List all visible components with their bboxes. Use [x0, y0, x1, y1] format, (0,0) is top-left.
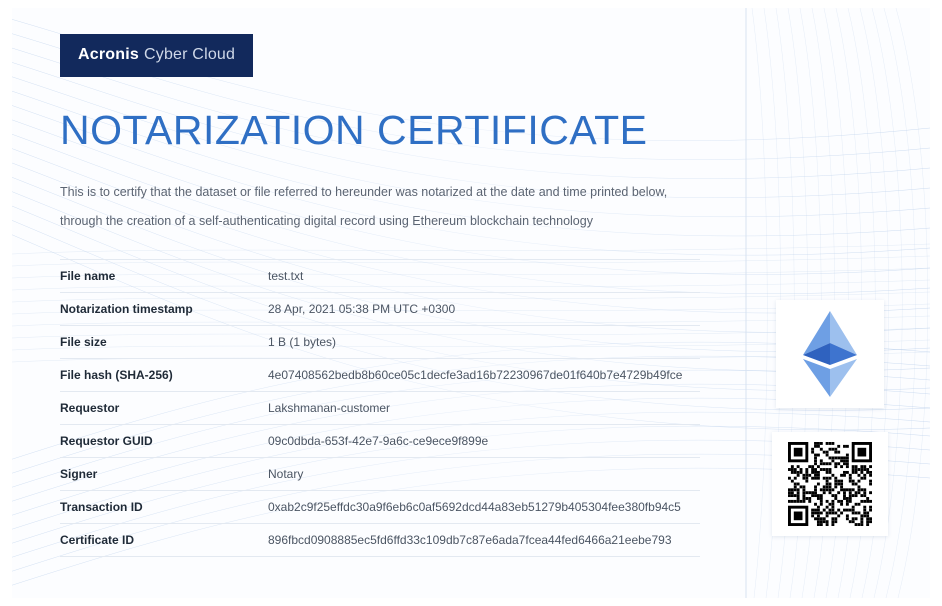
detail-label: File name	[60, 259, 268, 292]
detail-label: File size	[60, 325, 268, 358]
detail-value: Lakshmanan-customer	[268, 391, 700, 424]
acronis-cyber-cloud-logo	[60, 34, 253, 77]
detail-label: Certificate ID	[60, 523, 268, 556]
detail-value: 09c0dbda-653f-42e7-9a6c-ce9ece9f899e	[268, 424, 700, 457]
detail-label: Transaction ID	[60, 490, 268, 523]
detail-value: 4e07408562bedb8b60ce05c1decfe3ad16b72230967de01f640b7e4729b49fce	[268, 358, 700, 391]
table-row	[60, 358, 700, 391]
detail-value: 896fbcd0908885ec5fd6ffd33c109db7c87e6ada7fcea44fed6466a21eebe793	[268, 523, 700, 556]
detail-value: Notary	[268, 457, 700, 490]
ethereum-logo-card	[776, 300, 884, 408]
page-title: NOTARIZATION CERTIFICATE	[60, 107, 648, 153]
description-line-1: This is to certify that the dataset or file referred to hereunder was notarized at the date and time printed below,	[60, 185, 668, 200]
detail-value: 1 B (1 bytes)	[268, 325, 700, 358]
detail-label: Requestor	[60, 391, 268, 424]
qr-code-icon	[788, 442, 872, 526]
logo-brand-text: Acronis	[78, 46, 139, 63]
description-line-2: through the creation of a self-authenticating digital record using Ethereum blockchain technology	[60, 214, 593, 229]
table-row	[60, 457, 700, 490]
table-row	[60, 490, 700, 523]
certificate-sheet	[12, 8, 930, 598]
table-row	[60, 424, 700, 457]
table-row	[60, 391, 700, 424]
table-row	[60, 259, 700, 292]
ethereum-logo-icon	[802, 311, 858, 397]
table-row	[60, 325, 700, 358]
detail-label: Signer	[60, 457, 268, 490]
detail-label: File hash (SHA-256)	[60, 358, 268, 391]
table-row	[60, 292, 700, 325]
detail-value: test.txt	[268, 259, 700, 292]
detail-label: Requestor GUID	[60, 424, 268, 457]
detail-value: 0xab2c9f25effdc30a9f6eb6c0af5692dcd44a83eb51279b405304fee380fb94c5	[268, 490, 700, 523]
certificate-description	[60, 178, 700, 237]
detail-value: 28 Apr, 2021 05:38 PM UTC +0300	[268, 292, 700, 325]
table-row	[60, 523, 700, 556]
detail-label: Notarization timestamp	[60, 292, 268, 325]
certificate-details-table	[60, 259, 700, 557]
logo-product-text: Cyber Cloud	[143, 46, 236, 63]
qr-code-card	[772, 432, 888, 536]
certificate-content	[60, 34, 760, 557]
